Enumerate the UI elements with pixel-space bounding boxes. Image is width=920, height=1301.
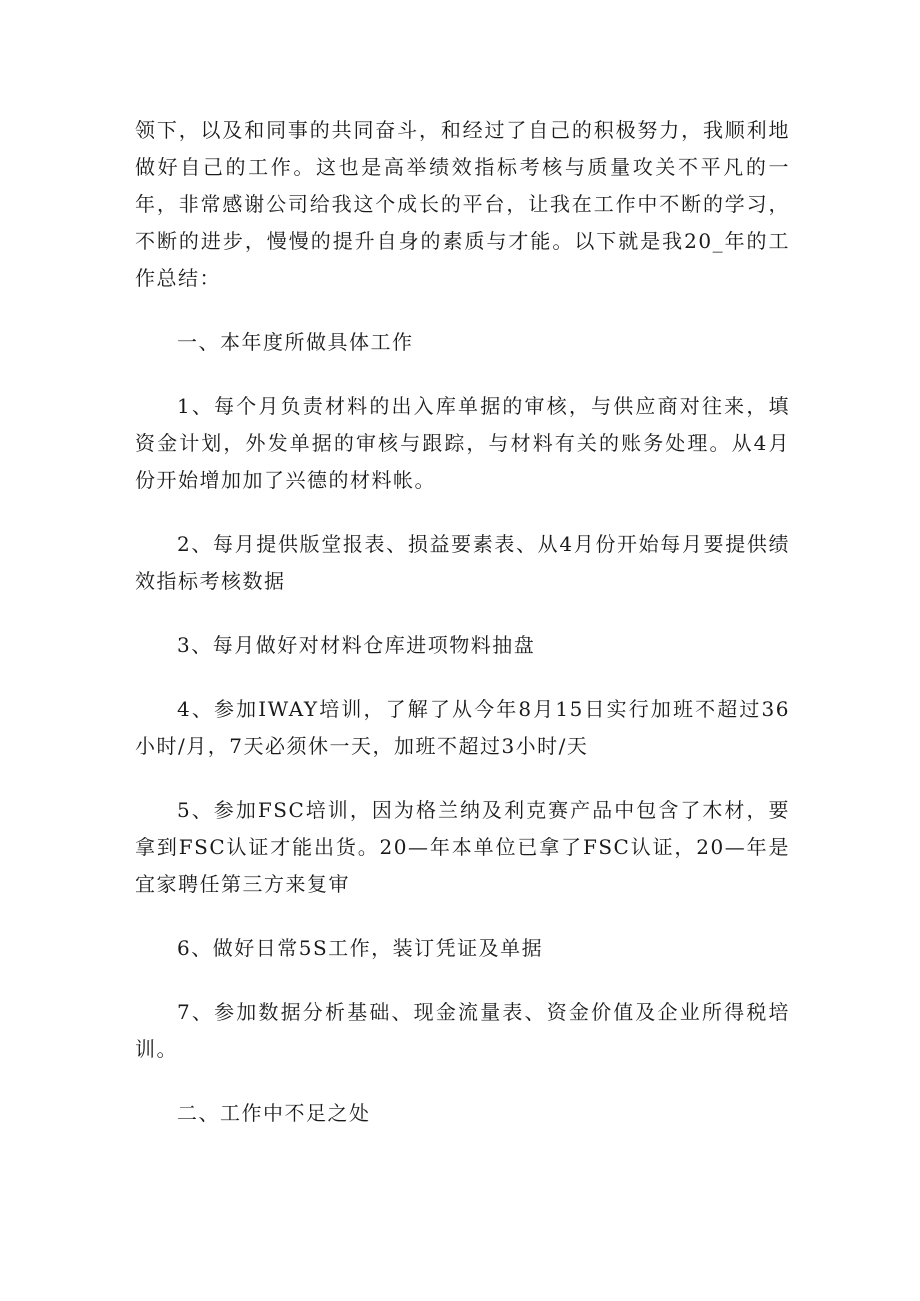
intro-paragraph: 领下，以及和同事的共同奋斗，和经过了自己的积极努力，我顺利地做好自己的工作。这也是高举绩效指标考核与质量攻关不平凡的一年，非常感谢公司给我这个成长的平台，让我在工作中不断的学习，不断的进步，慢慢的提升自身的素质与才能。以下就是我20_年的工作总结： [135, 118, 790, 290]
work-item-2: 2、每月提供版堂报表、损益要素表、从4月份开始每月要提供绩效指标考核数据 [135, 532, 790, 593]
document-body [135, 112, 790, 1159]
work-item-5: 5、参加FSC培训，因为格兰纳及利克赛产品中包含了木材，要拿到FSC认证才能出货。20—年本单位已拿了FSC认证，20—年是宜家聘任第三方来复审 [135, 798, 790, 896]
work-item-3: 3、每月做好对材料仓库进项物料抽盘 [177, 633, 536, 657]
work-item-4: 4、参加IWAY培训，了解了从今年8月15日实行加班不超过36小时/月，7天必须休一天，加班不超过3小时/天 [135, 697, 790, 758]
section-heading-2: 二、工作中不足之处 [177, 1101, 371, 1125]
work-item-6: 6、做好日常5S工作，装订凭证及单据 [177, 936, 544, 960]
work-item-7: 7、参加数据分析基础、现金流量表、资金价值及企业所得税培训。 [135, 1000, 790, 1061]
section-heading-1: 一、本年度所做具体工作 [177, 330, 414, 354]
work-item-1: 1、每个月负责材料的出入库单据的审核，与供应商对往来，填资金计划，外发单据的审核与跟踪，与材料有关的账务处理。从4月份开始增加加了兴德的材料帐。 [135, 394, 790, 492]
